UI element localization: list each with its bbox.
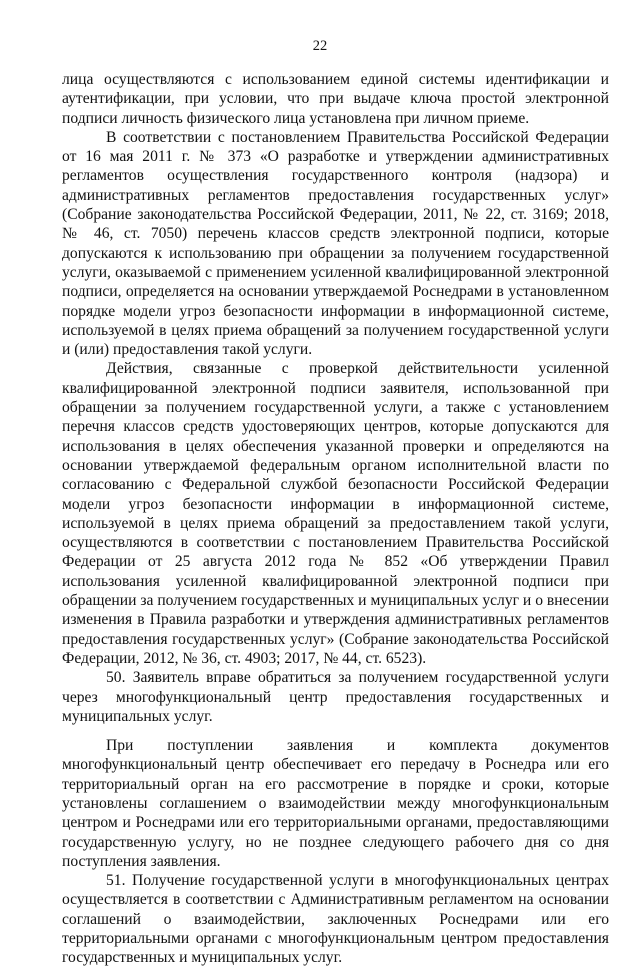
page-number: 22 bbox=[312, 38, 328, 54]
paragraph-3: Действия, связанные с проверкой действительности усиленной квалифицированной электронной подписи заявителя, использованной при обращении за получением государственной услуги, а также с установлением перечня классов средств удостоверяющих центров, которые допускаются для использования в целях обеспечения указанной проверки и определяются на основании утверждаемой федеральным органом исполнительной власти по согласованию с Федеральной службой безопасности Российской Федерации модели угроз безопасности информации в информационной системе, используемой в целях приема обращений за предоставлением такой услуги, осуществляются в соответствии с постановлением Правительства Российской Федерации от 25 августа 2012 года № 852 «Об утверждении Правил использования усиленной квалифицированной электронной подписи при обращении за получением государственных и муниципальных услуг и о внесении изменения в Правила разработки и утверждения административных регламентов предоставления государственных услуг» (Собрание законодательства Российской Федерации, 2012, № 36, ст. 4903; 2017, № 44, ст. 6523). bbox=[62, 360, 609, 667]
paragraph-4-item-50: 50. Заявитель вправе обратиться за получением государственной услуги через многофункциональный центр предоставления государственных и муниципальных услуг. bbox=[62, 669, 609, 725]
paragraph-5: При поступлении заявления и комплекта документов многофункциональный центр обеспечивает его передачу в Роснедра или его территориальный орган на его рассмотрение в порядке и сроки, которые установлены соглашением о взаимодействии между многофункциональным центром и Роснедрами или его территориальными органами, предоставляющими государственную услугу, но не позднее следующего рабочего дня со дня поступления заявления. bbox=[62, 737, 609, 870]
paragraph-2: В соответствии с постановлением Правительства Российской Федерации от 16 мая 2011 г. № 373 «О разработке и утверждении административных регламентов осуществления государственного контроля (надзора) и административных регламентов предоставления государственных услуг» (Собрание законодательства Российской Федерации, 2011, № 22, ст. 3169; 2018, № 46, ст. 7050) перечень классов средств электронной подписи, которые допускаются к использованию при обращении за получением государственной услуги, оказываемой с применением усиленной квалифицированной электронной подписи, определяется на основании утверждаемой Роснедрами в установленном порядке модели угроз безопасности информации в информационной системе, используемой в целях приема обращений за получением государственной услуги и (или) предоставления такой услуги. bbox=[62, 128, 609, 359]
paragraph-6-item-51: 51. Получение государственной услуги в многофункциональных центрах осуществляется в соответствии с Административным регламентом на основании соглашений о взаимодействии, заключенных Роснедрами или его территориальными органами с многофункциональным центром предоставления государственных и муниципальных услуг. bbox=[62, 872, 609, 967]
paragraph-1: лица осуществляются с использованием единой системы идентификации и аутентификации, при условии, что при выдаче ключа простой электронной подписи личность физического лица установлена при личном приеме. bbox=[62, 71, 609, 127]
document-body bbox=[62, 70, 609, 968]
